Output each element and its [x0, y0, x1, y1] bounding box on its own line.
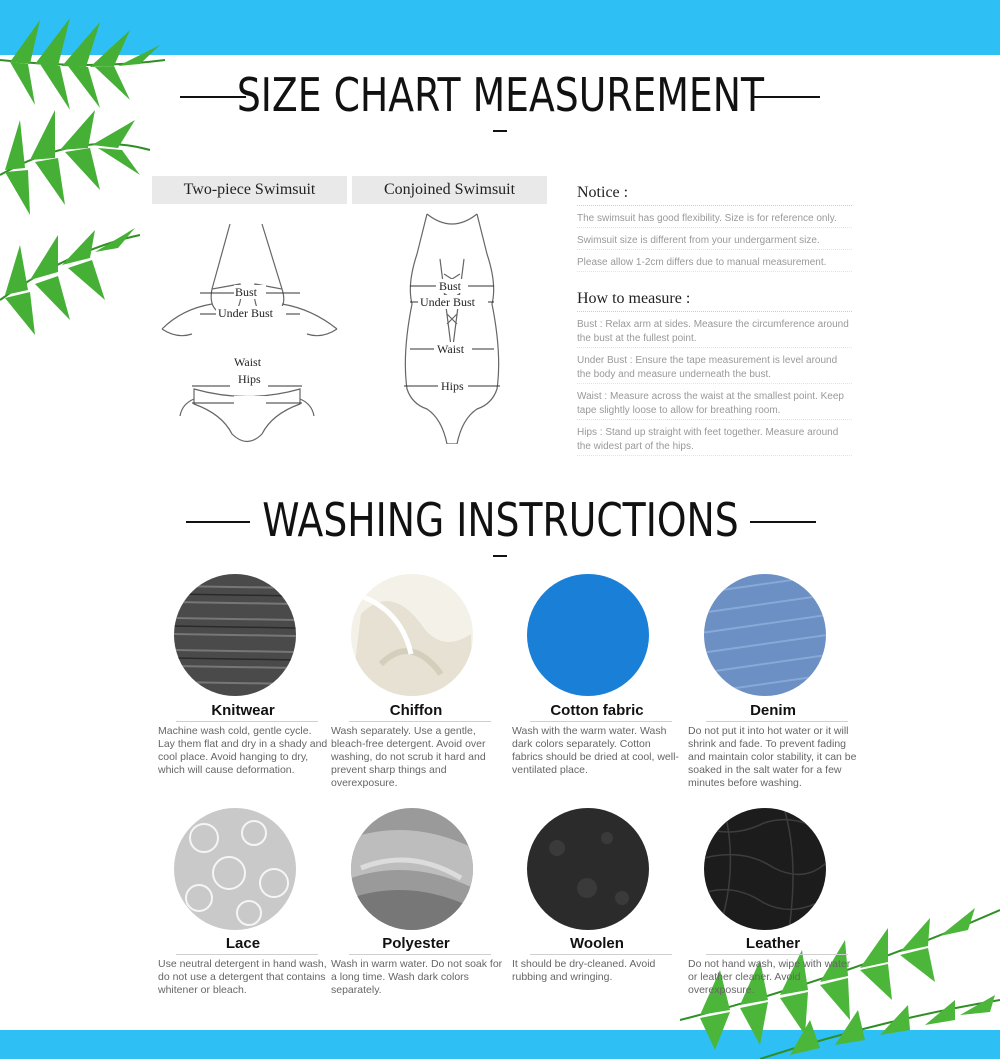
under-bust-label: Under Bust: [218, 306, 273, 320]
fabric-name: Chiffon: [389, 702, 443, 719]
fabric-name: Lace: [225, 935, 261, 952]
fabric-description: It should be dry-cleaned. Avoid rubbing and wringing.: [512, 958, 656, 983]
woolen-swatch-icon: [527, 808, 649, 930]
notice-item: The swimsuit has good flexibility. Size is for reference only.: [577, 212, 852, 228]
how-to-item: Waist : Measure across the waist at the smallest point. Keep tape slightly loose to allow for breathing room.: [577, 390, 852, 420]
size-chart: [152, 176, 852, 452]
fabric-name: Leather: [745, 935, 801, 952]
fabric-description: Use neutral detergent in hand wash, do not use a detergent that contains whitener or bleach.: [158, 958, 327, 996]
under-bust-label: Under Bust: [420, 295, 475, 309]
bust-label: Bust: [235, 285, 258, 299]
fabric-name: Polyester: [382, 935, 450, 952]
knitwear-swatch-icon: [174, 574, 296, 696]
hips-label: Hips: [238, 372, 261, 386]
title-tick: [493, 555, 507, 557]
fabric-divider: [349, 954, 491, 955]
how-to-heading: How to measure :: [577, 290, 852, 312]
notice-item: Please allow 1-2cm differs due to manual measurement.: [577, 256, 852, 272]
fabric-divider: [706, 721, 848, 722]
cotton-swatch-icon: [527, 574, 649, 696]
washing-title: WASHING INSTRUCTIONS: [261, 493, 739, 547]
waist-label: Waist: [234, 355, 262, 369]
hips-label: Hips: [441, 379, 464, 393]
bust-label: Bust: [439, 279, 462, 293]
bikini-diagram: [152, 204, 347, 444]
chiffon-swatch-icon: [351, 574, 473, 696]
leather-swatch-icon: [704, 808, 826, 930]
size-chart-title: SIZE CHART MEASUREMENT: [236, 68, 764, 122]
fabric-divider: [706, 954, 848, 955]
fabric-divider: [176, 954, 318, 955]
fabric-description: Machine wash cold, gentle cycle. Lay them flat and dry in a shady and cool place. Avoid hanging to dry, which will cause deformation.: [158, 725, 328, 776]
lace-swatch-icon: [174, 808, 296, 930]
two-piece-header: Two-piece Swimsuit: [152, 176, 347, 204]
fabric-name: Denim: [750, 702, 796, 719]
notice-item: Swimsuit size is different from your undergarment size.: [577, 234, 852, 250]
fabric-divider: [530, 721, 672, 722]
fabric-description: Wash separately. Use a gentle, bleach-free detergent. Avoid over washing, do not scrub it hard and prevent sharp things and overexposure.: [331, 725, 486, 789]
how-to-item: Hips : Stand up straight with feet together. Measure around the widest part of the hips.: [577, 426, 852, 456]
fabric-divider: [530, 954, 672, 955]
fabric-description: Wash in warm water. Do not soak for a long time. Wash dark colors separately.: [331, 958, 503, 996]
notice-heading: Notice :: [577, 184, 852, 206]
fabric-name: Cotton fabric: [550, 702, 644, 719]
one-piece-diagram: [352, 204, 547, 444]
denim-swatch-icon: [704, 574, 826, 696]
conjoined-header: Conjoined Swimsuit: [352, 176, 547, 204]
fabric-description: Do not hand wash, wipe with water or leather cleaner. Avoid overexposure.: [688, 958, 851, 996]
two-piece-panel: [152, 176, 347, 444]
fabric-description: Do not put it into hot water or it will shrink and fade. To prevent fading and maintain color stability, it can be soaked in the salt water for a few minutes before washing.: [688, 725, 857, 789]
conjoined-panel: [352, 176, 547, 444]
how-to-item: Under Bust : Ensure the tape measurement is level around the body and measure underneath the bust.: [577, 354, 852, 384]
fabric-name: Woolen: [570, 935, 624, 952]
title-tick: [493, 130, 507, 132]
fabric-description: Wash with the warm water. Wash dark colors separately. Cotton fabrics should be dried at cool, well-ventilated place.: [512, 725, 679, 776]
how-to-item: Bust : Relax arm at sides. Measure the circumference around the bust at the fullest point.: [577, 318, 852, 348]
fabric-divider: [176, 721, 318, 722]
fabric-divider: [349, 721, 491, 722]
waist-label: Waist: [437, 342, 465, 356]
notice-panel: [577, 184, 852, 462]
fabric-name: Knitwear: [211, 702, 275, 719]
polyester-swatch-icon: [351, 808, 473, 930]
